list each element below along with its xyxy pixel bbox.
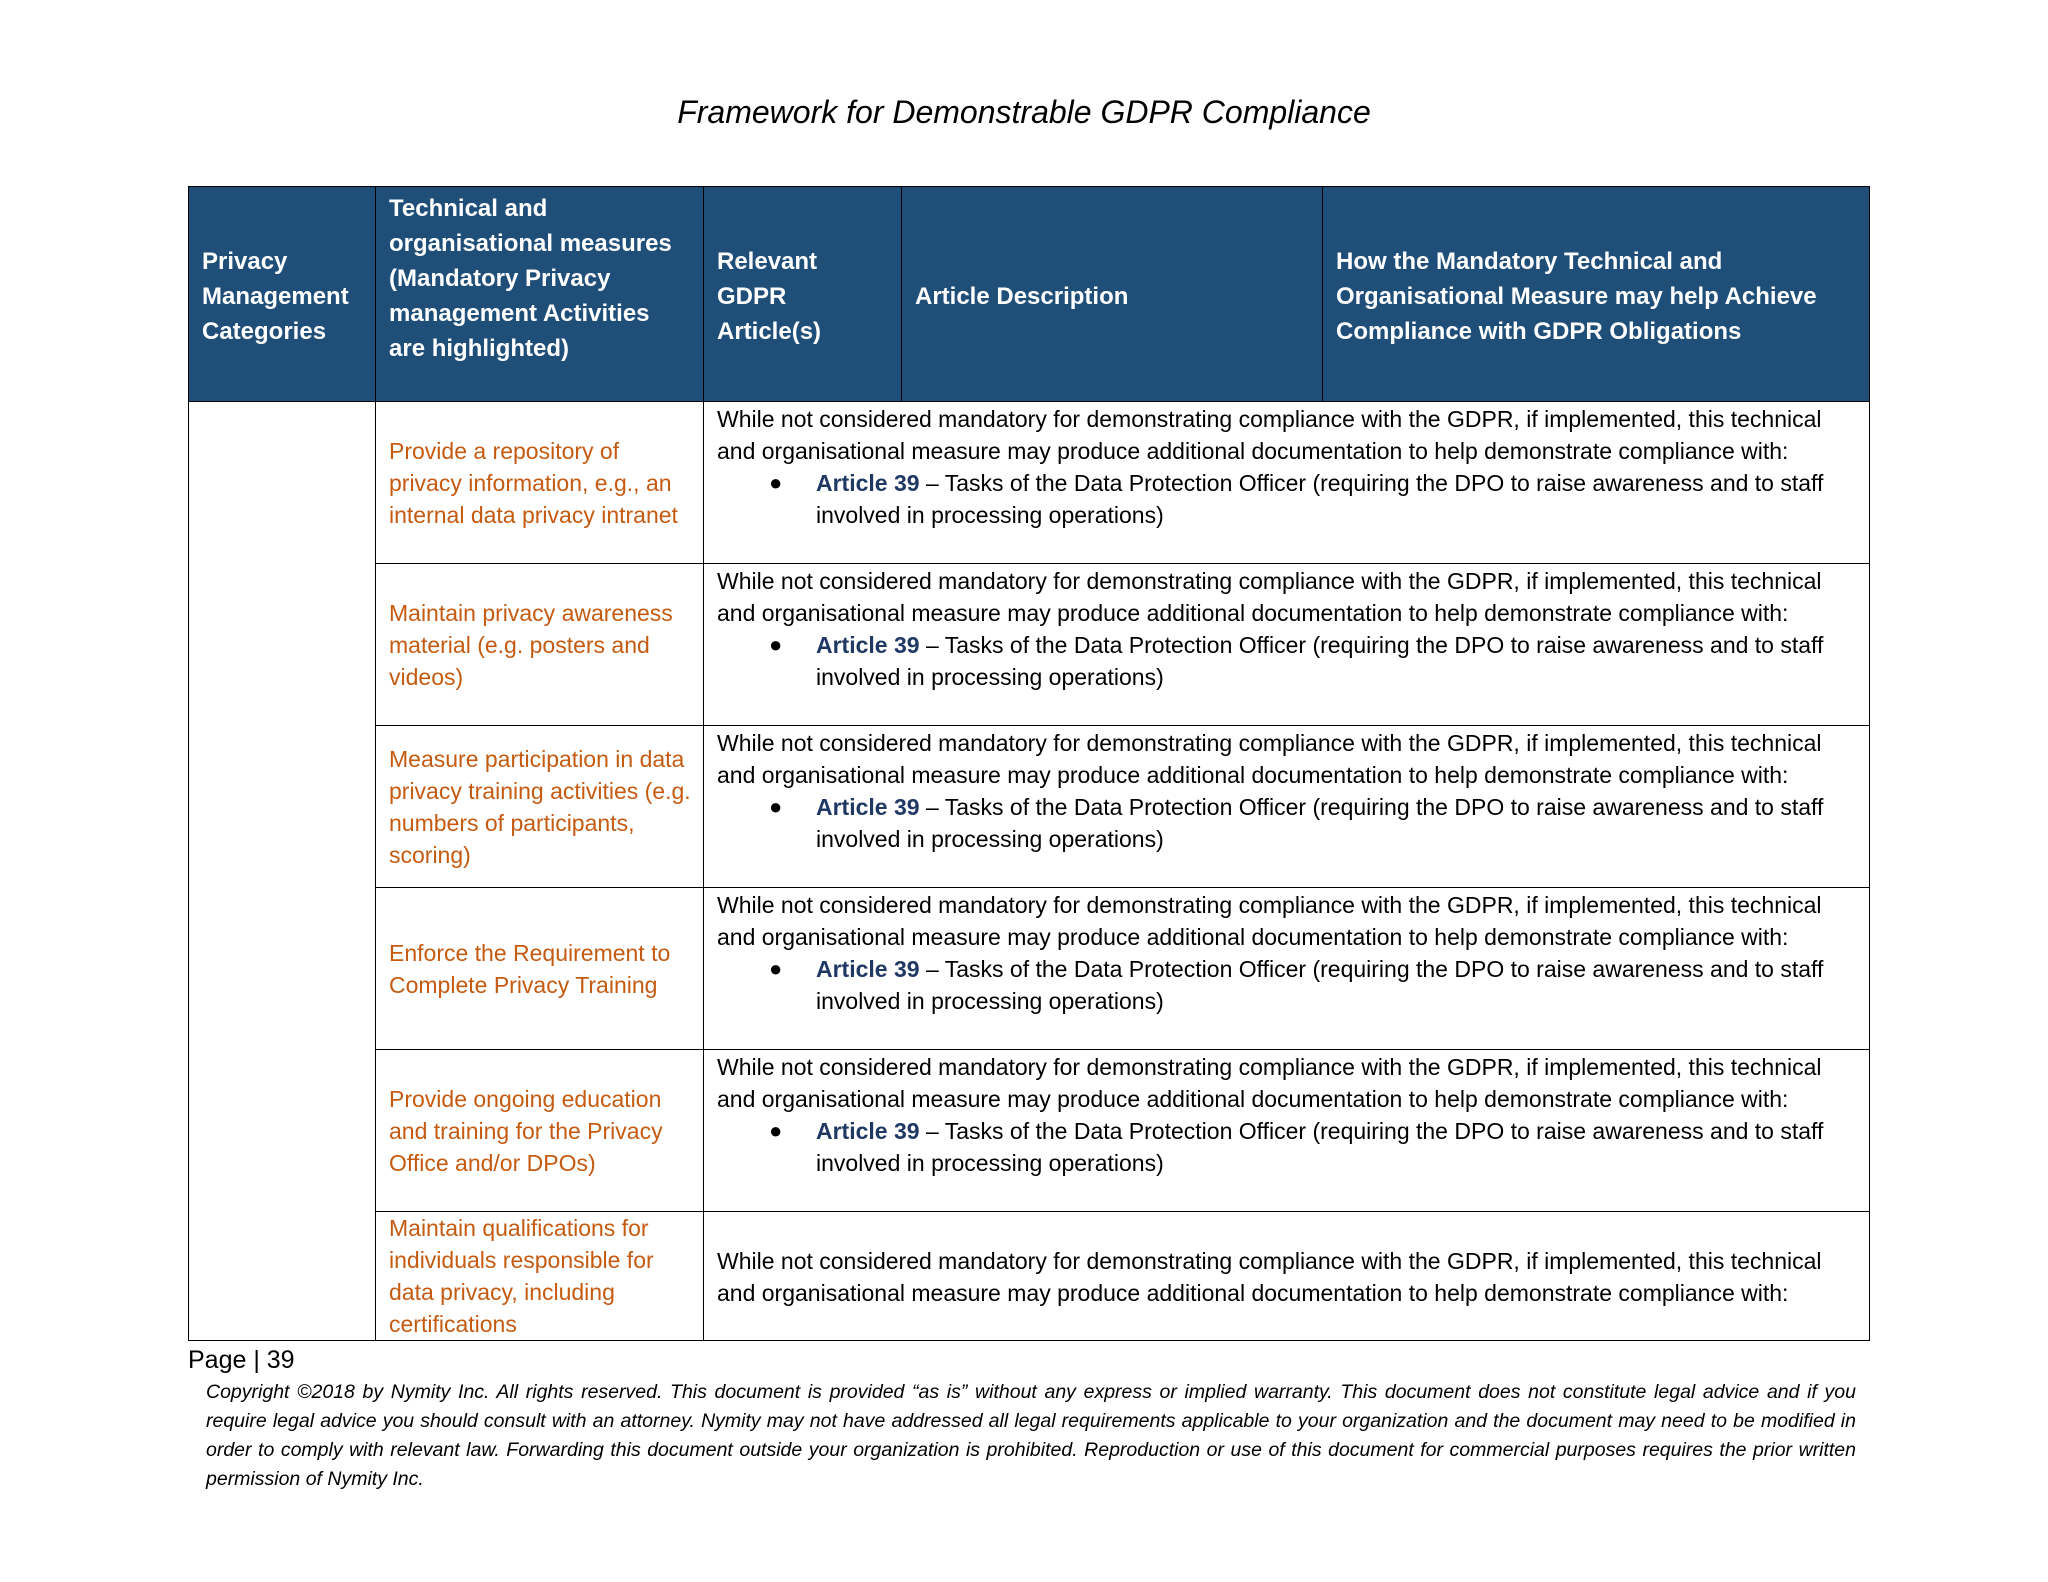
measure-cell: Maintain privacy awareness material (e.g. posters and videos)	[376, 564, 704, 726]
article-reference: Article 39	[816, 632, 920, 658]
table-row	[189, 726, 1870, 888]
bullet-item	[717, 467, 1857, 531]
compliance-text: While not considered mandatory for demonstrating compliance with the GDPR, if implemented, this technical and organisational measure may produce additional documentation to help demonstrate compliance with:	[717, 1054, 1822, 1112]
compliance-text-cell	[704, 1050, 1870, 1212]
article-reference-text: – Tasks of the Data Protection Officer (requiring the DPO to raise awareness and to staff involved in processing operations)	[816, 1118, 1824, 1176]
table-row	[189, 402, 1870, 564]
compliance-text-cell	[704, 402, 1870, 564]
article-reference: Article 39	[816, 1118, 920, 1144]
bullet-icon: ●	[769, 956, 783, 981]
measure-cell: Measure participation in data privacy training activities (e.g. numbers of participants, scoring)	[376, 726, 704, 888]
page-number: Page | 39	[188, 1346, 295, 1374]
copyright-notice: Copyright ©2018 by Nymity Inc. All rights reserved. This document is provided “as is” without any express or implied warranty. This document does not constitute legal advice and if you require legal advice you should consult with an attorney. Nymity may not have addressed all legal requirements applicable to your organization and the document may need to be modified in order to comply with relevant law. Forwarding this document outside your organization is prohibited. Reproduction or use of this document for commercial purposes requires the prior written permission of Nymity Inc.	[206, 1381, 1856, 1490]
compliance-text: While not considered mandatory for demonstrating compliance with the GDPR, if implemented, this technical and organisational measure may produce additional documentation to help demonstrate compliance with:	[717, 1247, 1822, 1306]
header-privacy-management-categories: Privacy Management Categories	[189, 187, 376, 402]
compliance-text-cell	[704, 1212, 1870, 1341]
compliance-text-cell	[704, 726, 1870, 888]
bullet-icon: ●	[769, 632, 783, 657]
table-row	[189, 888, 1870, 1050]
article-reference-text: – Tasks of the Data Protection Officer (requiring the DPO to raise awareness and to staff involved in processing operations)	[816, 956, 1824, 1014]
compliance-text-cell	[704, 888, 1870, 1050]
article-reference-text: – Tasks of the Data Protection Officer (requiring the DPO to raise awareness and to staff involved in processing operations)	[816, 632, 1824, 690]
measure-cell: Enforce the Requirement to Complete Privacy Training	[376, 888, 704, 1050]
article-reference: Article 39	[816, 794, 920, 820]
table-header-row	[189, 187, 1870, 402]
table-row	[189, 1050, 1870, 1212]
gdpr-compliance-table	[188, 186, 1870, 1341]
measure-cell: Provide a repository of privacy information, e.g., an internal data privacy intranet	[376, 402, 704, 564]
article-reference: Article 39	[816, 956, 920, 982]
article-reference-text: – Tasks of the Data Protection Officer (requiring the DPO to raise awareness and to staff involved in processing operations)	[816, 794, 1824, 852]
article-reference-text: – Tasks of the Data Protection Officer (requiring the DPO to raise awareness and to staff involved in processing operations)	[816, 470, 1824, 528]
article-reference: Article 39	[816, 470, 920, 496]
compliance-text-cell	[704, 564, 1870, 726]
bullet-item	[717, 953, 1857, 1017]
table-row	[189, 1212, 1870, 1341]
header-technical-organisational-measures: Technical and organisational measures (Mandatory Privacy management Activities are highlighted)	[376, 187, 704, 402]
bullet-icon: ●	[769, 794, 783, 819]
measure-cell: Maintain qualifications for individuals responsible for data privacy, including certifications	[376, 1212, 704, 1341]
compliance-text: While not considered mandatory for demonstrating compliance with the GDPR, if implemented, this technical and organisational measure may produce additional documentation to help demonstrate compliance with:	[717, 568, 1822, 626]
bullet-icon: ●	[769, 470, 783, 495]
measure-cell: Provide ongoing education and training for the Privacy Office and/or DPOs)	[376, 1050, 704, 1212]
compliance-text: While not considered mandatory for demonstrating compliance with the GDPR, if implemented, this technical and organisational measure may produce additional documentation to help demonstrate compliance with:	[717, 892, 1822, 950]
bullet-item	[717, 629, 1857, 693]
privacy-category-cell	[189, 402, 376, 1341]
bullet-icon: ●	[769, 1118, 783, 1143]
compliance-text: While not considered mandatory for demonstrating compliance with the GDPR, if implemented, this technical and organisational measure may produce additional documentation to help demonstrate compliance with:	[717, 406, 1822, 464]
header-how-measure-helps: How the Mandatory Technical and Organisational Measure may help Achieve Compliance with GDPR Obligations	[1323, 187, 1870, 402]
document-title: Framework for Demonstrable GDPR Compliance	[677, 94, 1371, 130]
header-relevant-gdpr-articles: Relevant GDPR Article(s)	[704, 187, 902, 402]
bullet-item	[717, 791, 1857, 855]
table-row	[189, 564, 1870, 726]
compliance-text: While not considered mandatory for demonstrating compliance with the GDPR, if implemented, this technical and organisational measure may produce additional documentation to help demonstrate compliance with:	[717, 730, 1822, 788]
bullet-item	[717, 1115, 1857, 1179]
header-article-description: Article Description	[902, 187, 1323, 402]
